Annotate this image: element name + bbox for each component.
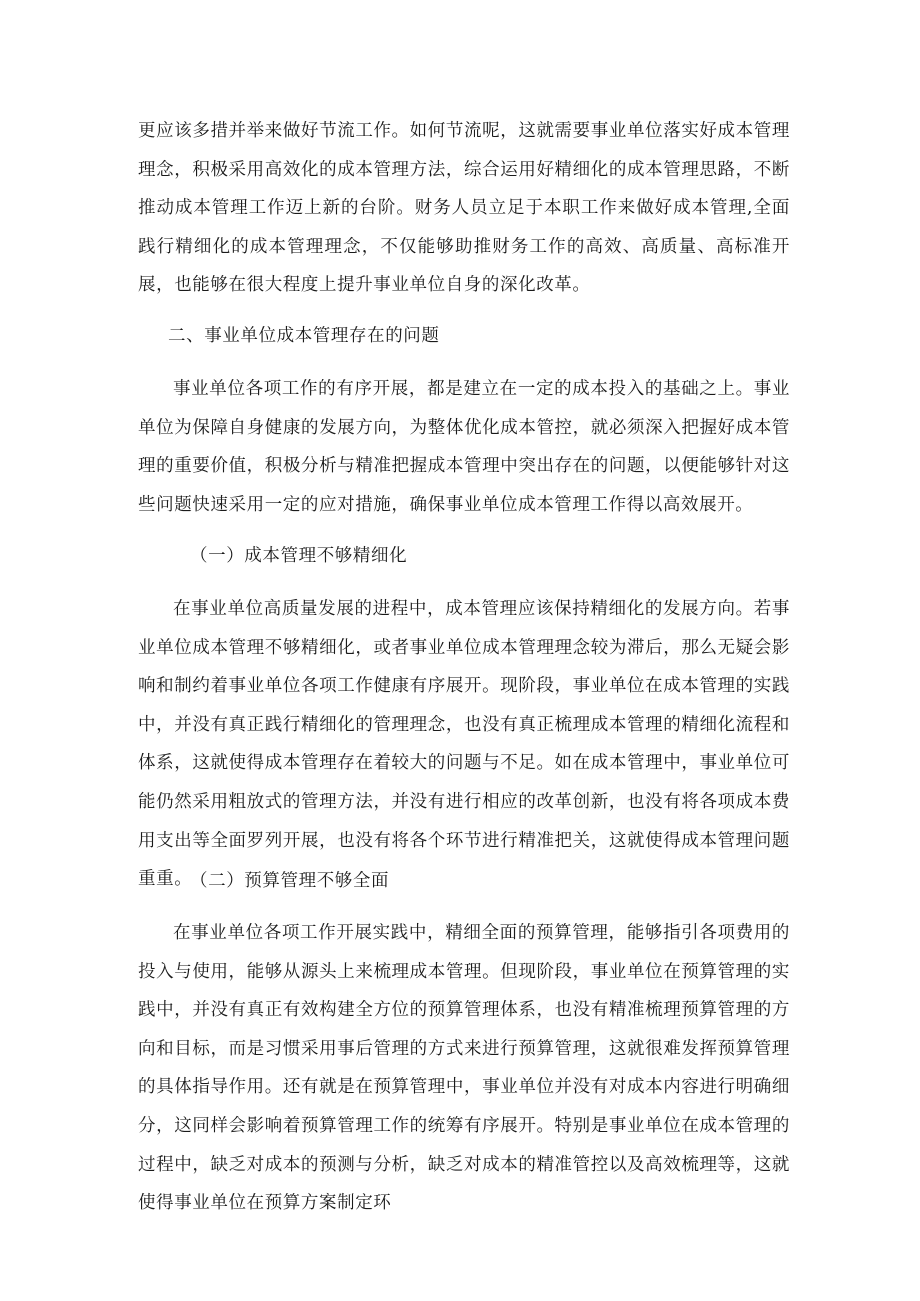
subsection-heading-2: （二）预算管理不够全面 — [190, 871, 390, 891]
subsection-heading-1: （一）成本管理不够精细化 — [190, 546, 408, 566]
paragraph-intro: 更应该多措并举来做好节流工作。如何节流呢，这就需要事业单位落实好成本管理理念，积极采用高效化的成本管理方法，综合运用好精细化的成本管理思路，不断推动成本管理工作迈上新的台阶。财务人员立足于本职工作来做好成本管理,全面践行精细化的成本管理理念，不仅能够助推财务工作的高效、高质量、高标准开展，也能够在很大程度上提升事业单位自身的深化改革。 — [138, 121, 790, 296]
paragraph-subsection-1: 在事业单位高质量发展的进程中，成本管理应该保持精细化的发展方向。若事业单位成本管理不够精细化，或者事业单位成本管理理念较为滞后，那么无疑会影响和制约着事业单位各项工作健康有序展开。现阶段，事业单位在成本管理的实践中，并没有真正践行精细化的管理理念，也没有真正梳理成本管理的精细化流程和体系，这就使得成本管理存在着较大的问题与不足。如在成本管理中，事业单位可能仍然采用粗放式的管理方法，并没有进行相应的改革创新，也没有将各项成本费用支出等全面罗列开展，也没有将各个环节进行精准把关，这就使得成本管理问题重重。 — [138, 599, 790, 890]
paragraph-section-2: 事业单位各项工作的有序开展，都是建立在一定的成本投入的基础之上。事业单位为保障自身健康的发展方向，为整体优化成本管控，就必须深入把握好成本管理的重要价值，积极分析与精准把握成本管理中突出存在的问题，以便能够针对这些问题快速采用一定的应对措施，确保事业单位成本管理工作得以高效展开。 — [138, 379, 790, 515]
section-heading-2: 二、事业单位成本管理存在的问题 — [168, 326, 440, 346]
paragraph-subsection-2: 在事业单位各项工作开展实践中，精细全面的预算管理，能够指引各项费用的投入与使用，能够从源头上来梳理成本管理。但现阶段，事业单位在预算管理的实践中，并没有真正有效构建全方位的预算管理体系，也没有精准梳理预算管理的方向和目标，而是习惯采用事后管理的方式来进行预算管理，这就很难发挥预算管理的具体指导作用。还有就是在预算管理中，事业单位并没有对成本内容进行明确细分，这同样会影响着预算管理工作的统筹有序展开。特别是事业单位在成本管理的过程中，缺乏对成本的预测与分析，缺乏对成本的精准管控以及高效梳理等，这就使得事业单位在预算方案制定环 — [138, 923, 790, 1214]
